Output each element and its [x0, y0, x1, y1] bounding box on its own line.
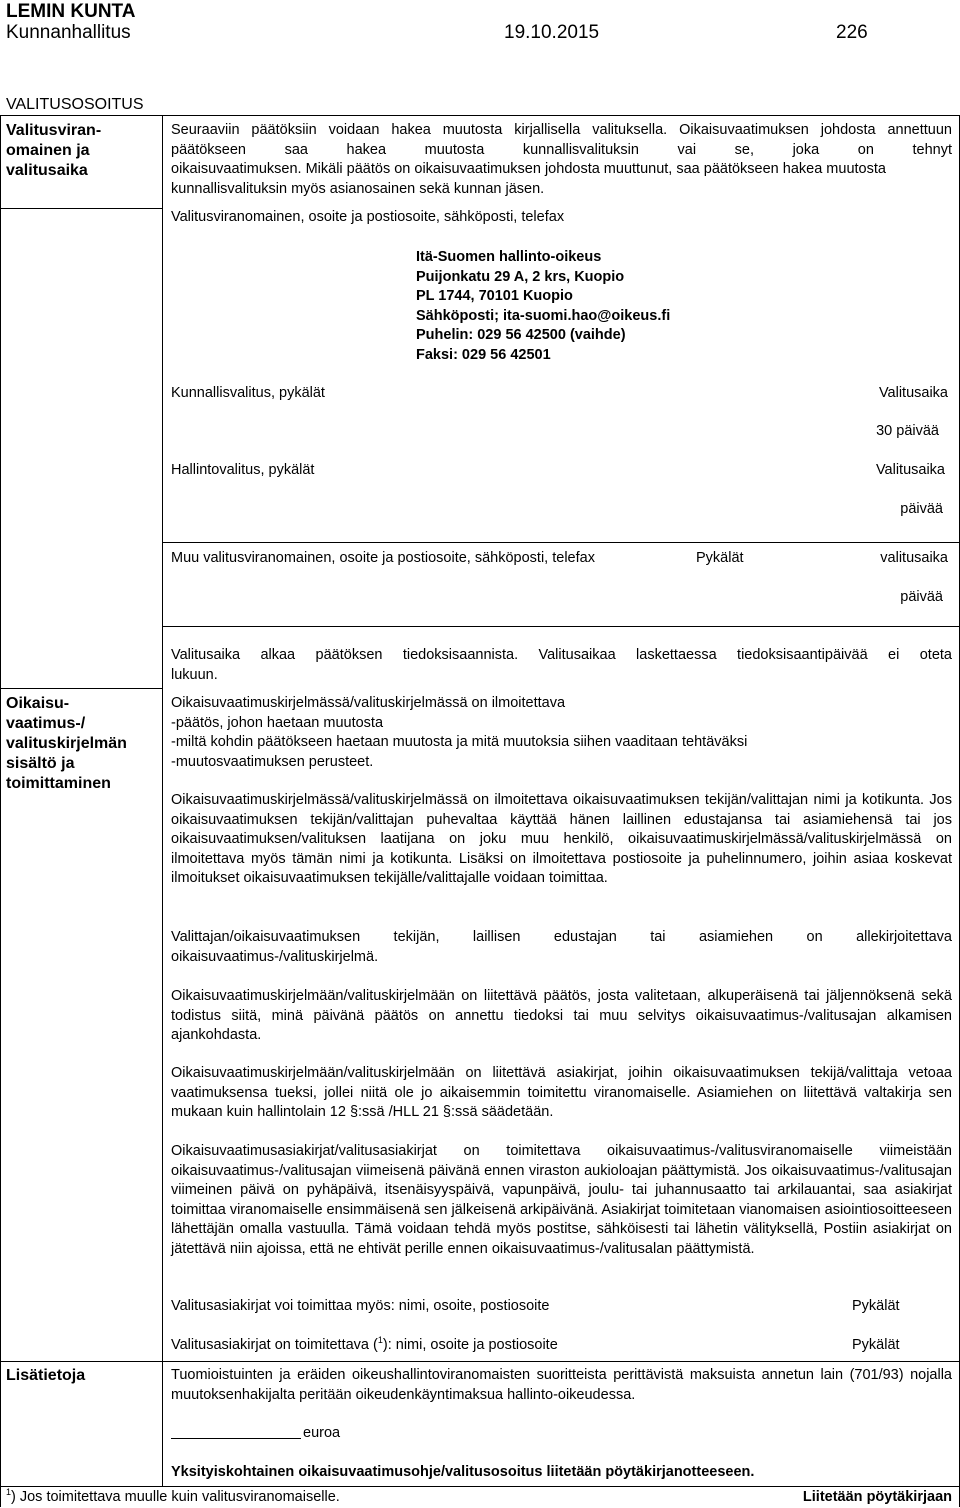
appeal-intro-continued: oikaisuvaatimuksen. Mikäli päätös on oikaisuvaatimuksen johdosta muuttunut, saa päätökseen hakea muutosta kunnallisvalituksin myös asianosainen sekä kunnan jäsen. [171, 161, 886, 197]
court-address [416, 248, 670, 365]
meeting-date: 19.10.2015 [504, 22, 600, 43]
row-divider [0, 688, 163, 689]
period-label-administrative: Valitusaika [875, 462, 945, 478]
court-street: Puijonkatu 29 A, 2 krs, Kuopio [416, 268, 625, 285]
governing-body: Kunnanhallitus [6, 22, 131, 43]
court-phone: Puhelin: 029 56 42500 (vaihde) [416, 327, 626, 343]
municipal-appeal-label: Kunnallisvalitus, pykälät [171, 385, 325, 401]
content-signature-paragraph: Valittajan/oikaisuvaatimuksen tekijän, laillisen edustajan tai asiamiehen on allekirjoitettava oikaisuvaatimus-/valituskirjelmä. [171, 929, 952, 965]
footer-right-note: Liitetään pöytäkirjaan [802, 1489, 952, 1505]
delivery-option-2-post: ): nimi, osoite ja postiosoite [382, 1337, 558, 1353]
content-label: Oikaisu- vaatimus-/ valituskirjelmän sisältö ja toimittaminen [6, 695, 127, 792]
additional-info-text: Tuomioistuinten ja eräiden oikeushallintoviranomaisten suoritteista perittävistä maksuista annetun lain (701/93) nojalla muutoksenhakijalta peritään oikeudenkäyntimaksua hallinto-oikeudessa. [171, 1367, 952, 1403]
row-divider [163, 626, 960, 627]
content-attachments-paragraph: Oikaisuvaatimuskirjelmään/valituskirjelmään on liitettävä päätös, josta valitetaan, alkuperäisenä tai jäljennöksenä sekä todistus siitä, minä päivänä päätös on annettu tiedoksi tai muu selvitys oikaisuvaatimus-/valitusajan alkamisen ajankohdasta. [171, 988, 952, 1043]
appeal-intro: Seuraaviin päätöksiin voidaan hakea muutosta kirjallisella valituksella. Oikaisuvaatimuksen johdosta annettuun päätökseen saa hakea muutosta kunnallisvalituksin vai se, joka on tehnyt [171, 122, 952, 158]
row-divider [0, 1361, 163, 1362]
content-delivery-paragraph: Oikaisuvaatimusasiakirjat/valitusasiakirjat on toimitettava oikaisuvaatimus-/valitusviranomaiselle viimeistään oikaisuvaatimus-/valitusajan viimeisenä päivänä ennen viraston aukioloajan päättymistä. Jos oikaisuvaatimus-/valitusajan viimeinen päivä on pyhäpäivä, itsenäisyyspäivä, vapunpäivä, joulu- tai juhannusaatto tai arkilauantai, saa asiakirjat toimittaa viranomaiselle ensimmäisenä sen jälkeisenä arkipäivänä. Asiakirjat toimitetaan vianomaisen asiointiosoitteeseen lähettäjän omalla vastuulla. Tämä voidaan tehdä myös postitse, sähköisesti tai lähetin välityksellä, Postiin asiakirjat on jätettävä niin ajoissa, että ne ehtivät perille ennen oikaisuvaatimus-/valitusalan päättymistä. [171, 1143, 952, 1257]
delivery-option-1-sections: Pykälät [852, 1298, 900, 1314]
attachment-note: Yksityiskohtainen oikaisuvaatimusohje/valitusosoitus liitetään pöytäkirjanotteeseen. [171, 1464, 755, 1480]
footnote [6, 1488, 340, 1508]
administrative-appeal-label: Hallintovalitus, pykälät [171, 462, 315, 478]
period-value-other: päivää [900, 589, 943, 605]
fee-blank-line [171, 1438, 301, 1439]
period-value-administrative: päivää [900, 501, 943, 517]
footnote-text: ) Jos toimitettava muulle kuin valitusviranomaiselle. [11, 1489, 340, 1505]
page-number: 226 [836, 22, 868, 43]
additional-info-label: Lisätietoja [6, 1367, 86, 1384]
authority-heading: Valitusviranomainen, osoite ja postiosoite, sähköposti, telefax [171, 209, 565, 225]
delivery-option-2 [171, 1336, 558, 1356]
period-note: Valitusaika alkaa päätöksen tiedoksisaannista. Valitusaikaa laskettaessa tiedoksisaantipäivää ei oteta [171, 647, 952, 663]
court-email: Sähköposti; ita-suomi.hao@oikeus.fi [416, 307, 671, 324]
fee-unit: euroa [303, 1425, 341, 1441]
footnote-reference: 1 [377, 1335, 383, 1346]
period-label-other: valitusaika [880, 550, 948, 566]
column-divider [162, 115, 163, 1486]
court-po-box: PL 1744, 70101 Kuopio [416, 288, 573, 304]
table-top-border [0, 115, 960, 116]
period-label-municipal: Valitusaika [878, 385, 948, 401]
delivery-option-2-sections: Pykälät [852, 1337, 900, 1353]
row-divider [163, 542, 960, 543]
delivery-option-1: Valitusasiakirjat voi toimittaa myös: nimi, osoite, postiosoite [171, 1298, 550, 1314]
period-value-municipal: 30 päivää [876, 423, 939, 439]
row-divider [163, 1361, 960, 1362]
section-title: VALITUSOSOITUS [6, 96, 144, 113]
court-fax: Faksi: 029 56 42501 [416, 346, 551, 363]
delivery-option-2-pre: Valitusasiakirjat on toimitettava ( [171, 1337, 378, 1353]
content-documents-paragraph: Oikaisuvaatimuskirjelmään/valituskirjelmään on liitettävä asiakirjat, joihin oikaisuvaatimuksen tekijä/valittaja vetoaa vaatimuksensa tueksi, jollei niitä ole jo aikaisemmin toimitettu viranomaiselle. Asiamiehen on liitettävä valtakirja sen mukaan kuin hallintolain 12 §:ssä /HLL 21 §:ssä säädetään. [171, 1065, 952, 1120]
content-required-items: Oikaisuvaatimuskirjelmässä/valituskirjelmässä on ilmoitettava -päätös, johon haetaan muutosta -miltä kohdin päätökseen haetaan muutosta ja mitä muutoksia siihen vaaditaan tehtäväksi -muutosvaatimuksen perusteet. [171, 695, 748, 770]
other-authority-label: Muu valitusviranomainen, osoite ja postiosoite, sähköposti, telefax [171, 550, 595, 566]
footnote-mark: 1 [6, 1487, 12, 1498]
appeal-authority-label: Valitusviran- omainen ja valitusaika [6, 122, 102, 179]
table-left-border [0, 115, 1, 1507]
content-identity-paragraph: Oikaisuvaatimuskirjelmässä/valituskirjelmässä on ilmoitettava oikaisuvaatimuksen tekijän/valittajan nimi ja kotikunta. Jos oikaisuvaatimuksen tekijän/valittajan puhevaltaa käyttää hänen laillinen edustajansa tai asiamiehensä tai jos oikaisuvaatimuksen/valituksen laatijana on joku muu henkilö, oikaisuvaatimuskirjelmässä/valituskirjelmässä on ilmoitettava myös tämän nimi ja kotikunta. Lisäksi on ilmoitettava postiosoite ja puhelinnumero, joihin asiaa koskevat ilmoitukset oikaisuvaatimuksen tekijälle/valittajalle voidaan toimittaa. [171, 792, 952, 886]
footer-rule [0, 1486, 960, 1487]
period-note-end: lukuun. [171, 667, 218, 683]
organization-name: LEMIN KUNTA [6, 1, 136, 22]
row-divider [0, 208, 163, 209]
other-authority-sections: Pykälät [696, 550, 744, 566]
court-name: Itä-Suomen hallinto-oikeus [416, 249, 602, 265]
